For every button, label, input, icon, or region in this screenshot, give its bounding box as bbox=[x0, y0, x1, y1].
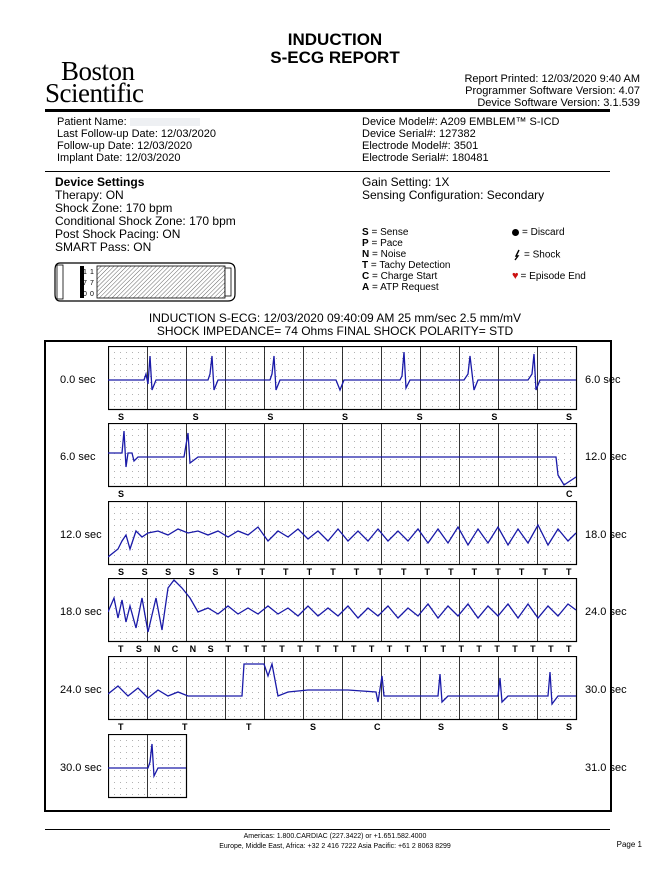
footer-contact-international: Europe, Middle East, Africa: +32 2 416 7222 Asia Pacific: +61 2 8063 8299 bbox=[219, 843, 451, 850]
sense-marker: T bbox=[118, 644, 124, 654]
device-info bbox=[362, 116, 559, 164]
legend-item: T = Tachy Detection bbox=[362, 260, 451, 271]
strip-start-label: 18.0 sec bbox=[60, 606, 102, 618]
sense-marker: S bbox=[212, 567, 219, 577]
sense-marker: T bbox=[542, 567, 548, 577]
sense-marker: T bbox=[548, 644, 554, 654]
sense-marker: T bbox=[118, 722, 124, 732]
sense-marker: S bbox=[438, 722, 445, 732]
ecg-trace bbox=[108, 525, 576, 557]
redacted-name bbox=[130, 118, 200, 126]
sense-marker: C bbox=[171, 644, 179, 654]
gauge-digit: 7 bbox=[90, 280, 94, 287]
ecg-strip bbox=[108, 578, 578, 644]
strip-start-label: 30.0 sec bbox=[60, 762, 102, 774]
report-title: INDUCTION bbox=[287, 30, 383, 49]
sense-marker: T bbox=[400, 567, 407, 577]
sense-marker: T bbox=[333, 644, 339, 654]
gauge-digit: 1 bbox=[83, 269, 87, 276]
device-serial: Device Serial#: 127382 bbox=[362, 128, 476, 140]
gauge-digit: 0 bbox=[90, 291, 94, 298]
sense-marker: S bbox=[267, 412, 274, 422]
sense-marker: S bbox=[118, 567, 125, 577]
legend-item: N = Noise bbox=[362, 249, 407, 260]
boston-scientific-logo: Boston Scientific bbox=[45, 56, 144, 108]
sense-marker: T bbox=[350, 644, 357, 654]
sense-marker: N bbox=[189, 644, 197, 654]
strip-end-label: 12.0 sec bbox=[585, 451, 627, 463]
sense-marker: T bbox=[243, 644, 249, 654]
sense-marker: N bbox=[153, 644, 161, 654]
sense-marker: T bbox=[261, 644, 267, 654]
sense-marker: T bbox=[225, 644, 232, 654]
ecg-strip bbox=[108, 656, 578, 722]
settings-heading: Device Settings bbox=[55, 175, 145, 189]
strip-end-label: 18.0 sec bbox=[585, 529, 627, 541]
post-shock-pacing: Post Shock Pacing: ON bbox=[55, 227, 181, 241]
gauge-digit: 1 bbox=[90, 269, 94, 276]
last-followup-date: Last Follow-up Date: 12/03/2020 bbox=[57, 128, 216, 140]
strip-start-label: 24.0 sec bbox=[60, 684, 102, 696]
page-number: Page 1 bbox=[616, 840, 642, 849]
ecg-caption: INDUCTION S-ECG: 12/03/2020 09:40:09 AM 25 mm/sec 2.5 mm/mV bbox=[148, 311, 522, 325]
legend-item: S = Sense bbox=[362, 227, 409, 238]
sense-marker: T bbox=[566, 644, 572, 654]
device-model: Device Model#: A209 EMBLEM™ S-ICD bbox=[362, 116, 560, 128]
episode-end-legend: ♥ = Episode End bbox=[512, 270, 586, 282]
sense-marker: T bbox=[182, 722, 188, 732]
ecg-trace bbox=[108, 580, 576, 632]
programmer-version: Programmer Software Version: 4.07 bbox=[465, 85, 640, 97]
legend-item: C = Charge Start bbox=[362, 271, 438, 282]
sense-marker: S bbox=[566, 412, 573, 422]
sense-marker: S bbox=[165, 567, 172, 577]
sense-marker: C bbox=[566, 489, 573, 499]
sensing-configuration: Sensing Configuration: Secondary bbox=[362, 188, 545, 202]
sense-marker: S bbox=[118, 412, 125, 422]
strip-end-label: 24.0 sec bbox=[585, 606, 627, 618]
sense-marker: T bbox=[518, 567, 525, 577]
sense-marker: S bbox=[342, 412, 349, 422]
legend-item: P = Pace bbox=[362, 238, 403, 249]
shock-zone: Shock Zone: 170 bpm bbox=[55, 201, 173, 215]
footer-contact-americas: Americas: 1.800.CARDIAC (227.3422) or +1.651.582.4000 bbox=[243, 833, 427, 840]
sense-marker: T bbox=[471, 567, 478, 577]
sense-marker: S bbox=[566, 722, 573, 732]
therapy-setting: Therapy: ON bbox=[55, 188, 124, 202]
device-settings bbox=[55, 176, 236, 254]
sense-marker: T bbox=[283, 567, 289, 577]
patient-name-label: Patient Name: bbox=[57, 116, 127, 128]
section-divider bbox=[45, 171, 610, 172]
footer-divider bbox=[45, 829, 610, 830]
sense-marker: T bbox=[440, 644, 447, 654]
sense-marker: S bbox=[310, 722, 317, 732]
sense-marker: T bbox=[495, 567, 501, 577]
sense-marker: S bbox=[188, 567, 195, 577]
sense-marker: T bbox=[494, 644, 500, 654]
sense-marker: S bbox=[192, 412, 199, 422]
sensing-settings bbox=[362, 176, 544, 202]
ecg-trace bbox=[108, 431, 576, 485]
report-printed: Report Printed: 12/03/2020 9:40 AM bbox=[464, 73, 640, 85]
header-divider bbox=[45, 109, 610, 112]
device-version: Device Software Version: 3.1.539 bbox=[477, 97, 640, 109]
implant-date: Implant Date: 12/03/2020 bbox=[57, 152, 181, 164]
sense-marker: T bbox=[448, 567, 454, 577]
sense-marker: T bbox=[306, 567, 313, 577]
legend-item: A = ATP Request bbox=[362, 282, 439, 293]
sense-marker: T bbox=[330, 567, 336, 577]
sense-marker: T bbox=[512, 644, 518, 654]
report-subtitle: S-ECG REPORT bbox=[270, 48, 400, 67]
heart-icon: ♥ bbox=[512, 270, 519, 282]
sense-marker: T bbox=[386, 644, 393, 654]
shock-icon bbox=[512, 249, 522, 261]
ecg-trace bbox=[108, 744, 186, 776]
sense-marker: T bbox=[458, 644, 464, 654]
sense-marker: T bbox=[422, 644, 429, 654]
device-gauge-graphic bbox=[52, 260, 238, 304]
sense-marker: T bbox=[530, 644, 536, 654]
sense-marker: T bbox=[424, 567, 431, 577]
sense-marker: T bbox=[476, 644, 482, 654]
sense-marker: T bbox=[259, 567, 265, 577]
ecg-strip bbox=[108, 346, 578, 412]
ecg-strip bbox=[108, 501, 578, 567]
strip-start-label: 12.0 sec bbox=[60, 529, 102, 541]
strip-end-label: 30.0 sec bbox=[585, 684, 627, 696]
marker-legend bbox=[362, 227, 450, 293]
strip-end-label: 6.0 sec bbox=[585, 374, 621, 386]
sense-marker: S bbox=[118, 489, 125, 499]
gauge-digit: 7 bbox=[83, 280, 87, 287]
ecg-impedance: SHOCK IMPEDANCE= 74 Ohms FINAL SHOCK POLARITY= STD bbox=[156, 324, 514, 338]
sense-marker: S bbox=[491, 412, 498, 422]
sense-marker: T bbox=[404, 644, 411, 654]
sense-marker: T bbox=[235, 567, 242, 577]
ecg-strip bbox=[108, 423, 578, 489]
sense-marker: T bbox=[353, 567, 360, 577]
electrode-model: Electrode Model#: 3501 bbox=[362, 140, 479, 152]
gauge-digit: 0 bbox=[83, 291, 87, 298]
sense-marker: S bbox=[416, 412, 423, 422]
sense-marker: T bbox=[368, 644, 375, 654]
patient-info bbox=[57, 116, 216, 164]
shock-legend: = Shock bbox=[512, 249, 560, 261]
sense-marker: S bbox=[207, 644, 214, 654]
report-meta bbox=[464, 73, 640, 109]
smart-pass: SMART Pass: ON bbox=[55, 240, 152, 254]
conditional-shock-zone: Conditional Shock Zone: 170 bpm bbox=[55, 214, 236, 228]
strip-start-label: 6.0 sec bbox=[60, 451, 96, 463]
sense-marker: T bbox=[315, 644, 321, 654]
followup-date: Follow-up Date: 12/03/2020 bbox=[57, 140, 193, 152]
sense-marker: T bbox=[279, 644, 285, 654]
ecg-strip bbox=[108, 734, 188, 800]
sense-marker: S bbox=[141, 567, 148, 577]
sense-marker: T bbox=[246, 722, 252, 732]
sense-marker: T bbox=[377, 567, 383, 577]
ecg-trace bbox=[108, 352, 576, 390]
discard-icon bbox=[512, 229, 519, 236]
sense-marker: S bbox=[502, 722, 509, 732]
strip-start-label: 0.0 sec bbox=[60, 374, 96, 386]
discard-legend: = Discard bbox=[512, 227, 565, 238]
electrode-serial: Electrode Serial#: 180481 bbox=[362, 152, 489, 164]
sense-marker: S bbox=[135, 644, 142, 654]
strip-end-label: 31.0 sec bbox=[585, 762, 627, 774]
sense-marker: T bbox=[566, 567, 572, 577]
sense-marker: T bbox=[297, 644, 303, 654]
sense-marker: C bbox=[374, 722, 381, 732]
gain-setting: Gain Setting: 1X bbox=[362, 175, 450, 189]
